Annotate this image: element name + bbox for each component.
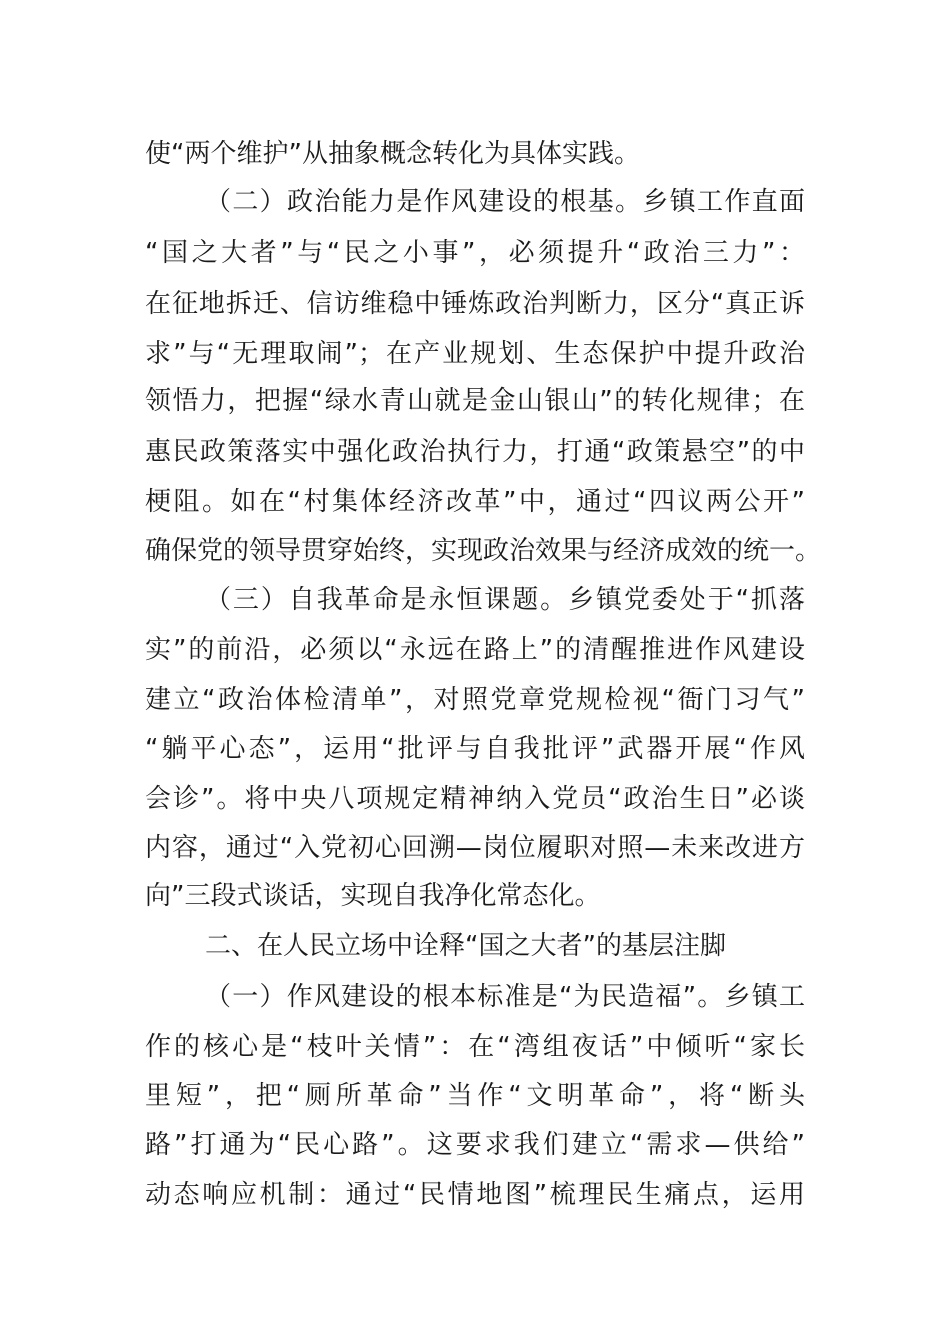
text-line-9: 确保党的领导贯穿始终，实现政治效果与经济成效的统一。 [145, 536, 822, 566]
text-line-7: 惠民政策落实中强化政治执行力，打通“政策悬空”的中 [145, 437, 805, 467]
text-line-22: 动态响应机制：通过“民情地图”梳理民生痛点，运用 [145, 1180, 805, 1210]
text-line-2: （二）政治能力是作风建设的根基。乡镇工作直面 [205, 187, 805, 217]
text-line-12: 建立“政治体检清单”，对照党章党规检视“衙门习气” [145, 685, 805, 715]
text-line-19: 作的核心是“枝叶关情”：在“湾组夜话”中倾听“家长 [145, 1032, 805, 1062]
text-line-14: 会诊”。将中央八项规定精神纳入党员“政治生日”必谈 [145, 784, 805, 814]
text-line-6: 领悟力，把握“绿水青山就是金山银山”的转化规律；在 [145, 386, 805, 416]
text-line-16: 向”三段式谈话，实现自我净化常态化。 [145, 881, 601, 911]
text-line-8: 梗阻。如在“村集体经济改革”中，通过“四议两公开” [145, 487, 805, 517]
text-line-4: 在征地拆迁、信访维稳中锤炼政治判断力，区分“真正诉 [145, 289, 805, 319]
text-line-13: “躺平心态”，运用“批评与自我批评”武器开展“作风 [145, 734, 805, 764]
text-line-5: 求”与“无理取闹”；在产业规划、生态保护中提升政治 [145, 339, 805, 369]
text-line-10: （三）自我革命是永恒课题。乡镇党委处于“抓落 [205, 585, 805, 615]
text-line-1: 使“两个维护”从抽象概念转化为具体实践。 [145, 139, 640, 169]
text-line-3: “国之大者”与“民之小事”，必须提升“政治三力”： [145, 238, 805, 268]
text-line-21: 路”打通为“民心路”。这要求我们建立“需求—供给” [145, 1130, 805, 1160]
text-line-20: 里短”，把“厕所革命”当作“文明革命”，将“断头 [145, 1081, 805, 1111]
text-line-15: 内容，通过“入党初心回溯—岗位履职对照—未来改进方 [145, 833, 805, 863]
text-line-11: 实”的前沿，必须以“永远在路上”的清醒推进作风建设 [145, 635, 805, 665]
text-line-18: （一）作风建设的根本标准是“为民造福”。乡镇工 [205, 982, 805, 1012]
section-heading: 二、在人民立场中诠释“国之大者”的基层注脚 [205, 931, 726, 961]
